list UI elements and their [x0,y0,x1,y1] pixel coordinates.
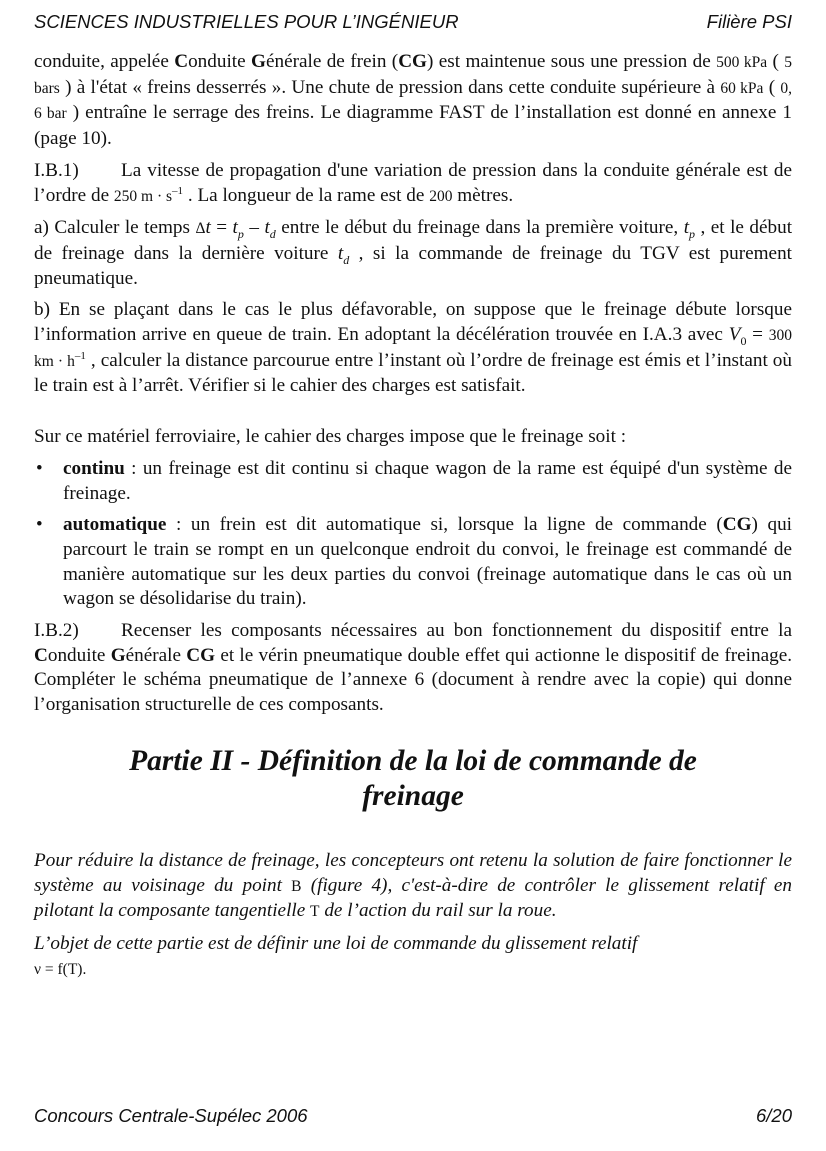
pressure-value: 60 kPa [720,79,764,97]
text-run: : un freinage est dit continu si chaque wagon de la rame est équipé d'un système de freinage. [63,457,792,504]
text-run: ( [767,51,785,72]
formula: ν = f(T). [34,960,87,978]
exponent: –1 [172,184,184,197]
text-run: a) Calculer le temps [34,217,196,239]
pressure-value: 5 bars [34,54,793,97]
text-run: Pour réduire la distance de freinage, les concepteurs ont retenu la solution de faire fonctionner le système au voisinage du point [34,849,792,896]
page-header [34,10,792,34]
question-ib1 [34,159,792,209]
text-run: . La longueur de la rame est de [183,184,430,206]
bold-letter: G [251,51,266,72]
speed-value: 250 m · s [113,187,173,205]
text-run: ) à l'état « freins desserrés ». Une chute de pression dans cette conduite supérieure à [59,76,721,98]
math-var: t [337,242,344,264]
bold-abbrev: CG [398,51,427,72]
text-run: ( [763,76,781,98]
text-run: L’objet de cette partie est de définir une loi de commande du glissement relatif [34,932,638,954]
term: automatique [63,514,167,536]
question-a [34,216,792,291]
subscript: 0 [740,334,747,349]
footer-contest: Concours Centrale-Supélec 2006 [34,1105,308,1126]
section-title-line: Partie II - Définition de la loi de commande de [129,744,697,777]
bold-letter: C [174,51,189,72]
subscript: d [269,227,276,242]
section-title-line: freinage [362,779,464,812]
list-item [34,513,792,612]
header-track: Filière PSI [706,11,792,32]
requirements-list [34,457,792,612]
math-op: = [210,217,233,239]
text-run: énérale [125,644,187,666]
subscript: p [689,227,696,242]
term: continu [63,457,125,479]
question-label: I.B.2) [34,620,79,642]
cahier-des-charges-intro: Sur ce matériel ferroviaire, le cahier des charges impose que le freinage soit : [34,426,627,448]
question-label: I.B.1) [34,159,79,181]
page-body [34,50,792,982]
math-var: t [205,217,211,239]
intro-paragraph [34,849,792,925]
text-run: ) qui parcourt le train se rompt en un quelconque endroit du convoi, le freinage est commandé de manière automatique sur les deux parties du convoi (freinage automatique dans le cas où un wagon se désolidarise du train). [63,514,792,610]
text-run: : un frein est dit automatique si, lorsque la ligne de commande ( [166,514,723,536]
bold-letter: G [110,644,126,666]
subscript: d [343,252,350,267]
question-b [34,298,792,399]
bullet-icon: • [36,514,43,536]
text-run: ) est maintenue sous une pression de [426,51,717,72]
math-op: = [746,324,769,346]
math-var: t [232,217,238,239]
question-ib2 [34,619,792,718]
exponent: –1 [74,349,86,362]
pressure-value: 0, 6 bar [34,79,793,123]
text-run: (figure 4), c'est-à-dire de contrôler le glissement relatif en pilotant la composante tangentielle [34,874,792,922]
math-var: T [310,903,320,921]
header-subject: SCIENCES INDUSTRIELLES POUR L’INGÉNIEUR [34,11,459,32]
section-title [34,744,792,814]
speed-value: 300 km · h [34,327,793,370]
math-var: V [728,324,741,346]
text-run: énérale de frein ( [265,51,399,72]
page-footer [34,1104,792,1128]
point-label: B [291,877,302,895]
bold-abbrev: CG [186,644,216,666]
length-value: 200 [429,187,453,205]
pressure-value: 500 kPa [716,54,768,71]
text-run: , calculer la distance parcourue entre l’instant où l’ordre de freinage est émis et l’instant où le train est à l’arrêt. Vérifier si le cahier des charges est satisfait. [34,349,792,397]
delta-symbol: Δ [195,220,206,238]
text-run: La vitesse de propagation d'une variation de pression dans la conduite générale est de l’ordre de [34,159,792,206]
list-item [34,457,792,506]
text-run: Recenser les composants nécessaires au bon fonctionnement du dispositif entre la [121,620,792,642]
text-run: entre le début du freinage dans la première voiture, [275,217,684,239]
text-run: de l’action du rail sur la roue. [319,900,557,922]
math-var: t [264,217,270,239]
bold-abbrev: CG [722,514,752,536]
page-number: 6/20 [755,1105,792,1126]
text-run: , si la commande de freinage du TGV est purement pneumatique. [34,242,792,289]
math-var: t [683,217,690,239]
text-run: b) En se plaçant dans le cas le plus défavorable, on suppose que le freinage débute lorsque l’information arrive en queue de train. En adoptant la décélération trouvée en I.A.3 avec [34,299,792,346]
objective-paragraph [34,932,792,982]
text-run: conduite, appelée [34,51,175,72]
text-run: onduite [188,51,252,72]
text-run: , et le début de freinage dans la dernière voiture [34,217,793,264]
text-run: onduite [47,644,111,666]
bold-letter: C [34,644,48,666]
text-run: et le vérin pneumatique double effet qui actionne le dispositif de freinage. Compléter le schéma pneumatique de l’annexe 6 (document à rendre avec la copie) qui donne l’organisation structurelle de ces composants. [34,644,793,716]
text-run: ) entraîne le serrage des freins. Le diagramme FAST de l’installation est donné en annexe 1 (page 10). [34,102,792,150]
paragraph-conduite [34,50,792,152]
math-op: – [243,217,265,239]
bullet-icon: • [36,457,43,479]
text-run: mètres. [452,184,514,206]
subscript: p [237,227,244,242]
